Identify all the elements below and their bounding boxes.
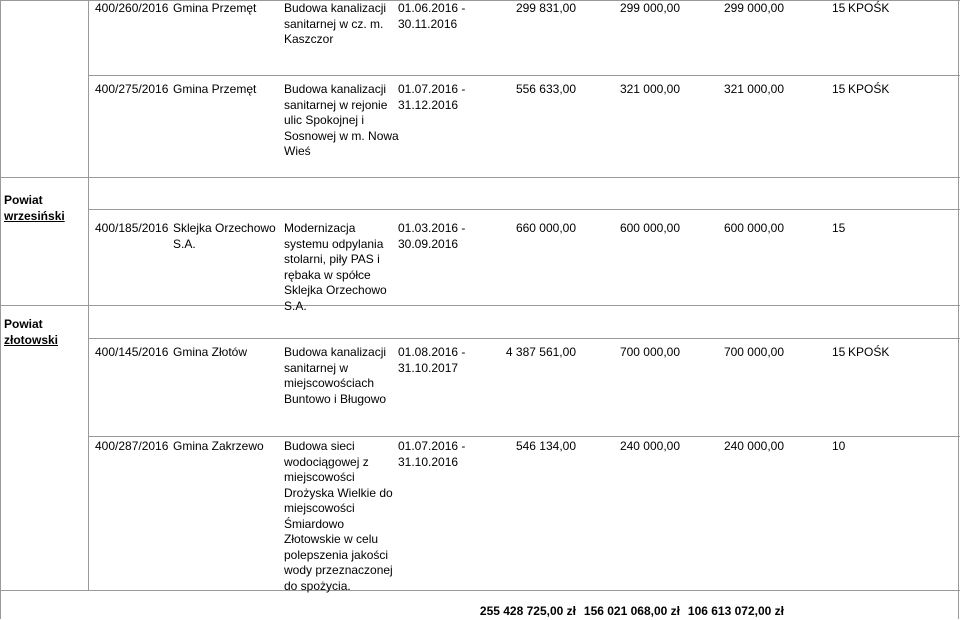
points: 15 [832, 221, 846, 235]
row-divider [88, 436, 960, 437]
project-id: 400/185/2016 [95, 221, 169, 235]
eligible-cost: 600 000,00 [619, 221, 680, 235]
project-period: 01.08.2016 - 31.10.2017 [398, 345, 466, 375]
grant-amount: 299 000,00 [723, 1, 784, 15]
column-divider [88, 0, 89, 590]
region-label-zlotowski [4, 317, 58, 348]
project-title: Budowa sieci wodociągowej z miejscowości Drożyska Wielkie do miejscowości Śmiardowo Złotowskie w celu polepszenia jakości wody przeznaczonej do spożycia. [284, 439, 393, 593]
program: KPOŚK [848, 1, 890, 15]
row-divider [0, 177, 960, 178]
points: 10 [832, 439, 846, 453]
total-cost: 299 831,00 [515, 1, 576, 15]
row-divider [0, 305, 960, 306]
beneficiary: Gmina Złotów [173, 345, 248, 359]
points: 15 [832, 1, 846, 15]
row-divider [88, 338, 960, 339]
beneficiary: Gmina Przemęt [173, 82, 257, 96]
points: 15 [832, 345, 846, 359]
project-id: 400/287/2016 [95, 439, 169, 453]
grant-amount: 240 000,00 [723, 439, 784, 453]
grant-amount: 321 000,00 [723, 82, 784, 96]
sum-total-cost: 255 428 725,00 zł [479, 604, 576, 618]
eligible-cost: 700 000,00 [619, 345, 680, 359]
row-divider [0, 590, 960, 591]
beneficiary: Sklejka Orzechowo S.A. [173, 221, 276, 251]
region-label-line2: złotowski [4, 332, 59, 347]
eligible-cost: 240 000,00 [619, 439, 680, 453]
project-period: 01.07.2016 - 31.12.2016 [398, 82, 466, 112]
sum-eligible-cost: 156 021 068,00 zł [583, 604, 680, 618]
program: KPOŚK [848, 82, 890, 96]
beneficiary: Gmina Zakrzewo [173, 439, 264, 453]
eligible-cost: 299 000,00 [619, 1, 680, 15]
region-label-line2: wrzesiński [4, 208, 65, 223]
sum-grant-amount: 106 613 072,00 zł [687, 604, 784, 618]
eligible-cost: 321 000,00 [619, 82, 680, 96]
grant-amount: 700 000,00 [723, 345, 784, 359]
program: KPOŚK [848, 345, 890, 359]
project-id: 400/275/2016 [95, 82, 169, 96]
points: 15 [832, 82, 846, 96]
total-cost: 556 633,00 [515, 82, 576, 96]
project-id: 400/260/2016 [95, 1, 169, 15]
region-label-line1: Powiat [4, 317, 43, 331]
total-cost: 660 000,00 [515, 221, 576, 235]
grant-amount: 600 000,00 [723, 221, 784, 235]
project-title: Budowa kanalizacji sanitarnej w rejonie ulic Spokojnej i Sosnowej w m. Nowa Wieś [284, 82, 399, 158]
total-cost: 4 387 561,00 [505, 345, 576, 359]
region-label-wrzesinski [4, 193, 65, 224]
beneficiary: Gmina Przemęt [173, 1, 257, 15]
column-divider [958, 0, 959, 619]
project-period: 01.03.2016 - 30.09.2016 [398, 221, 466, 251]
column-divider [0, 0, 1, 619]
project-title: Budowa kanalizacji sanitarnej w miejscowościach Buntowo i Bługowo [284, 345, 387, 406]
project-title: Budowa kanalizacji sanitarnej w cz. m. Kaszczor [284, 1, 387, 46]
project-period: 01.07.2016 - 31.10.2016 [398, 439, 466, 469]
region-label-line1: Powiat [4, 193, 43, 207]
row-divider [88, 75, 960, 76]
project-title: Modernizacja systemu odpylania stolarni, piły PAS i rębaka w spółce Sklejka Orzechowo S.A. [284, 221, 387, 313]
project-id: 400/145/2016 [95, 345, 169, 359]
total-cost: 546 134,00 [515, 439, 576, 453]
row-divider [88, 209, 960, 210]
project-period: 01.06.2016 - 30.11.2016 [398, 1, 466, 31]
